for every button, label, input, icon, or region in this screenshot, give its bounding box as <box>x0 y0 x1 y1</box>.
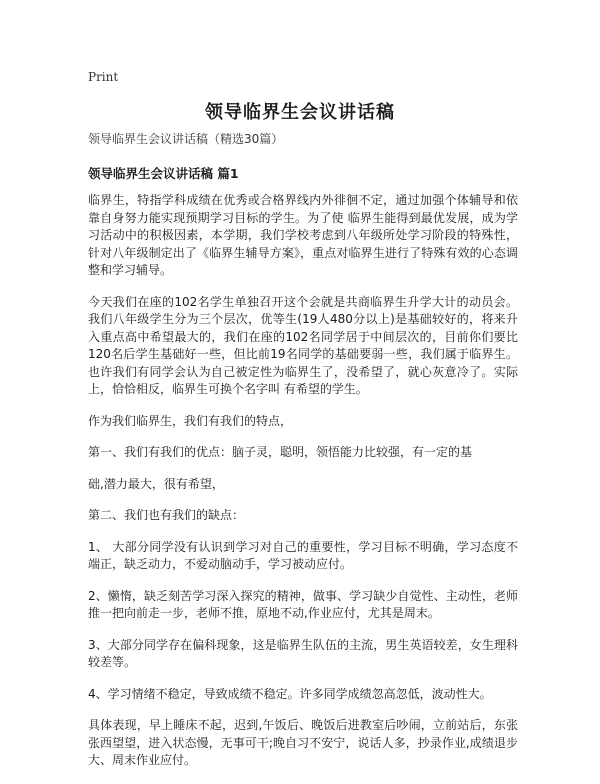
document-title: 领导临界生会议讲话稿 <box>205 102 395 123</box>
paragraph: 具体表现，早上睡床不起，迟到,午饭后、晚饭后进教室后吵闹，立前站后，东张张西望望，进入状态慢，无事可干;晚自习不安宁，说话人多，抄录作业,成绩退步大、周末作业应付。 <box>88 718 518 767</box>
document-body <box>88 130 518 784</box>
paragraph: 临界生，特指学科成绩在优秀或合格界线内外徘徊不定，通过加强个体辅导和依靠自身努力能实现预期学习目标的学生。为了使 临界生能得到最优发展，成为学习活动中的积极因素，本学期，我们学校考虑到八年级所处学习阶段的特殊性，针对八年级制定出了《临界生辅导方案》，重点对临界生进行了特殊有效的心态调整和学习辅导。 <box>88 193 518 277</box>
paragraph: 3、大部分同学存在偏科现象，这是临界生队伍的主流，男生英语较差，女生理科较差等。 <box>88 637 518 669</box>
document-subtitle: 领导临界生会议讲话稿（精选30篇） <box>88 132 284 146</box>
paragraph: 4、学习情绪不稳定，导致成绩不稳定。许多同学成绩忽高忽低，波动性大。 <box>88 686 492 701</box>
paragraph: 作为我们临界生，我们有我们的特点， <box>88 413 293 428</box>
paragraph: 第二、我们也有我们的缺点： <box>88 508 245 522</box>
print-link[interactable]: Print <box>88 70 119 84</box>
paragraph: 础,潜力最大，很有希望， <box>88 476 224 491</box>
paragraph: 今天我们在座的102名学生单独召开这个会就是共商临界生升学大计的动员会。我们八年级学生分为三个层次，优等生(19人480分以上)是基础较好的，将来升入重点高中希望最大的，我们在座的102名同学居于中间层次的，目前你们要比120名后学生基础好一些，但比前19名同学的基础要弱一些，我们属于临界生。也许我们有同学会认为自己被定性为临界生了，没希望了，就心灰意冷了。实际上，恰恰相反，临界生可换个名字叫 有希望的学生。 <box>88 294 518 396</box>
paragraph: 2、懒惰，缺乏刻苦学习深入探究的精神，做事、学习缺少自觉性、主动性，老师推一把向前走一步，老师不推，原地不动,作业应付，尤其是周末。 <box>88 588 518 620</box>
paragraph: 1、 大部分同学没有认识到学习对自己的重要性，学习目标不明确，学习态度不端正，缺乏动力，不爱动脑动手，学习被动应付。 <box>88 539 518 571</box>
paragraph: 第一、我们有我们的优点：脑子灵，聪明，领悟能力比较强，有一定的基 <box>88 445 473 459</box>
section-heading: 领导临界生会议讲话稿 篇1 <box>88 166 239 181</box>
